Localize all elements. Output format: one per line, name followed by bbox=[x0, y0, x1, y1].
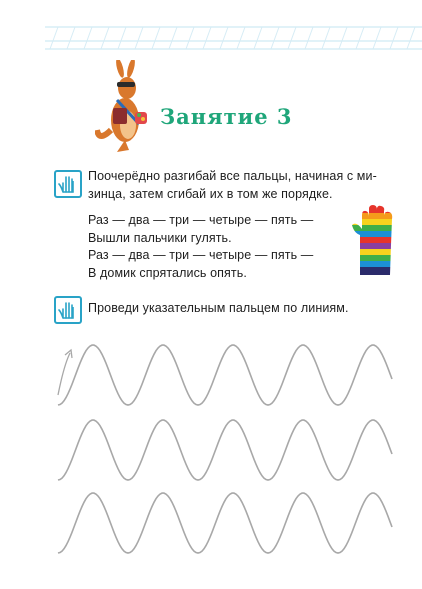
guide-lines bbox=[0, 0, 422, 60]
wave-line bbox=[58, 493, 392, 553]
poem-line: В домик спрятались опять. bbox=[88, 265, 247, 280]
wave-line bbox=[58, 420, 392, 480]
poem-line: Вышли пальчики гулять. bbox=[88, 230, 232, 245]
exercise-1-instruction bbox=[88, 167, 393, 203]
instruction-line: Поочерёдно разгибай все пальцы, начиная с ми- bbox=[88, 169, 377, 183]
wave-line bbox=[58, 345, 392, 405]
poem-line: Раз — два — три — четыре — пять — bbox=[88, 213, 314, 227]
lesson-title: Занятие 3 bbox=[160, 104, 293, 129]
hand-icon bbox=[54, 296, 82, 324]
hand-icon bbox=[54, 170, 82, 198]
instruction-line: зинца, затем сгибай их в том же порядке. bbox=[88, 187, 333, 201]
start-arrow bbox=[58, 353, 70, 395]
exercise-2-instruction: Проведи указательным пальцем по линиям. bbox=[88, 301, 349, 315]
poem-line: Раз — два — три — четыре — пять — bbox=[88, 248, 314, 262]
poem bbox=[88, 211, 313, 281]
tracing-waves bbox=[0, 325, 422, 555]
glove-illustration bbox=[350, 205, 402, 277]
kangaroo-illustration bbox=[95, 60, 155, 155]
